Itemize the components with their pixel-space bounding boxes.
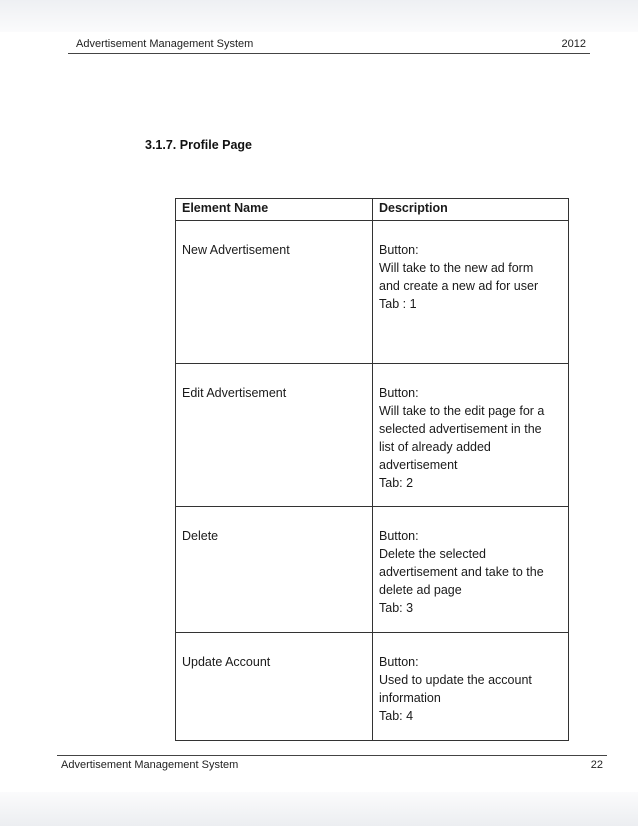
description-line: selected advertisement in the (379, 422, 542, 436)
profile-elements-table (175, 198, 569, 741)
header-divider (68, 53, 590, 54)
description-line: Tab: 4 (379, 709, 414, 723)
table-row (176, 364, 569, 507)
description-line: advertisement (379, 458, 458, 472)
table-header-row (176, 199, 569, 221)
description-line: Delete the selected (379, 547, 487, 561)
description-line: and create a new ad for user (379, 279, 539, 293)
element-name-cell: New Advertisement (176, 221, 373, 364)
description-cell (373, 221, 569, 364)
page-number: 22 (590, 759, 603, 771)
description-line: information (379, 691, 441, 705)
description-line: delete ad page (379, 583, 462, 597)
page-footer (57, 759, 607, 773)
page-bottom-shade (0, 792, 638, 826)
column-header-description: Description (373, 199, 569, 221)
section-heading: 3.1.7. Profile Page (145, 138, 252, 152)
page-header (68, 38, 590, 52)
description-line: Will take to the new ad form (379, 261, 534, 275)
description-line: Button: (379, 655, 419, 669)
description-line: Will take to the edit page for a (379, 404, 545, 418)
footer-divider (57, 755, 607, 756)
element-name-cell: Update Account (176, 633, 373, 741)
description-line: advertisement and take to the (379, 565, 544, 579)
header-year: 2012 (561, 38, 586, 50)
description-line: Button: (379, 386, 419, 400)
description-line: Button: (379, 529, 419, 543)
table-row (176, 633, 569, 741)
description-cell (373, 364, 569, 507)
footer-title: Advertisement Management System (61, 759, 239, 771)
description-cell (373, 633, 569, 741)
table-row (176, 221, 569, 364)
element-name-cell: Edit Advertisement (176, 364, 373, 507)
description-cell (373, 507, 569, 633)
description-line: Tab : 1 (379, 297, 417, 311)
description-line: Used to update the account (379, 673, 532, 687)
column-header-element-name: Element Name (176, 199, 373, 221)
table-row (176, 507, 569, 633)
description-line: Tab: 3 (379, 601, 414, 615)
header-title: Advertisement Management System (76, 38, 254, 50)
element-name-cell: Delete (176, 507, 373, 633)
description-line: list of already added (379, 440, 491, 454)
description-line: Tab: 2 (379, 476, 414, 490)
description-line: Button: (379, 243, 419, 257)
page-top-shade (0, 0, 638, 32)
